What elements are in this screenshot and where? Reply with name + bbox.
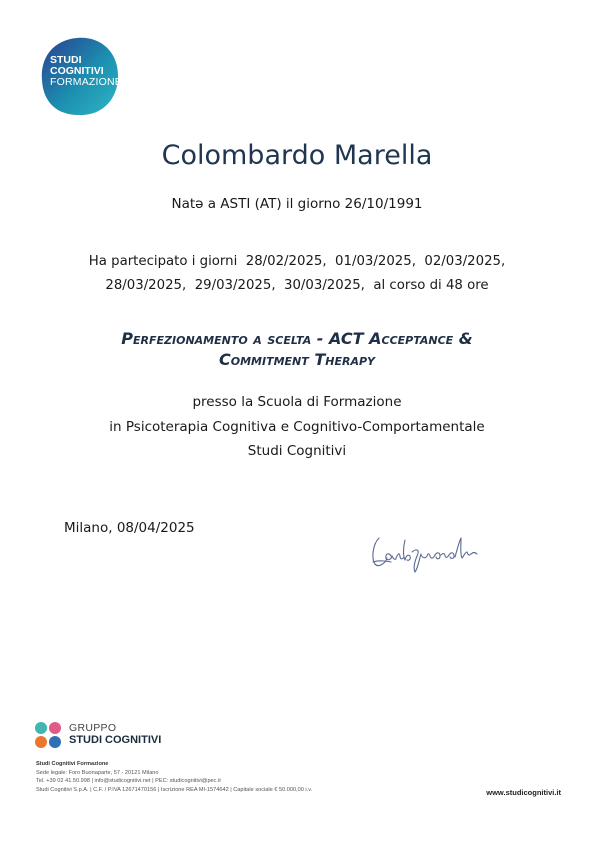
recipient-name: Colombardo Marella: [161, 140, 433, 171]
logo-line-2: COGNITIVI: [50, 65, 104, 77]
gruppo-logo-text: [69, 722, 161, 746]
footer-website-link[interactable]: www.studicognitivi.it: [486, 788, 561, 797]
logo-line-3: FORMAZIONE: [50, 76, 122, 88]
gruppo-line-2: STUDI COGNITIVI: [69, 734, 162, 746]
gruppo-line-1: GRUPPO: [69, 722, 117, 734]
footer-company: Studi Cognitivi Formazione: [36, 761, 109, 767]
attendance-block: [40, 250, 554, 298]
footer-address: Sede legale: Foro Buonaparte, 57 - 20121 Milano: [36, 769, 159, 776]
footer-legal: Studi Cognitivi S.p.A. | C.F. / P.IVA 12671470156 | Iscrizione REA MI-1574642 | Capitale sociale € 50.000,00 i.v.: [36, 786, 313, 793]
course-title-line-1: Perfezionamento a scelta - ACT Acceptance &: [121, 329, 473, 348]
attendance-line-2: 28/03/2025, 29/03/2025, 30/03/2025, al corso di 48 ore: [105, 278, 489, 293]
footer-info: [36, 760, 312, 794]
course-title: [40, 328, 554, 370]
logo-line-1: STUDI: [50, 54, 82, 66]
course-title-line-2: Commitment Therapy: [219, 350, 375, 369]
logo-text: [50, 55, 122, 88]
attendance-line-1: Ha partecipato i giorni 28/02/2025, 01/03/2025, 02/03/2025,: [88, 254, 506, 269]
birth-info: Natə a ASTI (AT) il giorno 26/10/1991: [171, 196, 423, 212]
school-block: [0, 390, 594, 464]
school-line-1: presso la Scuola di Formazione: [192, 394, 402, 410]
school-line-2: in Psicoterapia Cognitiva e Cognitivo-Comportamentale: [109, 418, 485, 435]
signature: [365, 528, 485, 576]
gruppo-logo-dots: [34, 721, 66, 749]
school-line-3: Studi Cognitivi: [247, 443, 347, 459]
footer-contacts: Tel. +39 02 41.50.998 | info@studicognitivi.net | PEC: studicognitivi@pec.it: [36, 778, 221, 784]
place-date: Milano, 08/04/2025: [64, 520, 195, 536]
